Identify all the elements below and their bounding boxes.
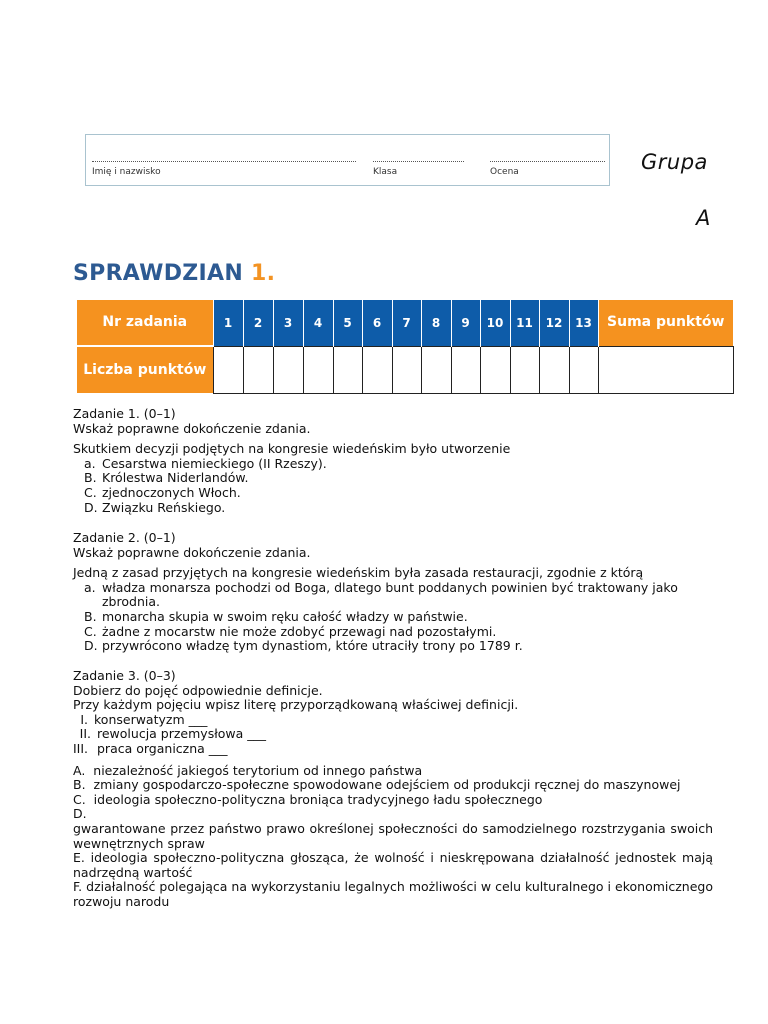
answer-option[interactable]: [73, 486, 713, 501]
definition-text: ideologia społeczno-polityczna broniąca tradycyjnego ładu społecznego: [93, 791, 543, 807]
group-letter: A: [696, 206, 711, 230]
option-letter: B.: [84, 470, 97, 486]
task-instruction: Wskaż poprawne dokończenie zdania.: [73, 420, 311, 436]
option-letter: a.: [84, 579, 96, 595]
answer-option[interactable]: [73, 501, 713, 516]
task-stem: Skutkiem decyzji podjętych na kongresie wiedeńskim było utworzenie: [73, 441, 511, 457]
answer-option[interactable]: [73, 581, 713, 610]
task-number-cell: 3: [273, 300, 303, 346]
option-text: monarcha skupia w swoim ręku całość władzy w państwie.: [102, 608, 468, 624]
task-number-cell: 4: [303, 300, 333, 346]
definition-item: [73, 764, 713, 779]
task-1: [73, 407, 713, 515]
option-text: Cesarstwa niemieckiego (II Rzeszy).: [102, 455, 327, 471]
concept-text: rewolucja przemysłowa ___: [97, 726, 267, 742]
option-text: żadne z mocarstw nie może zdobyć przewagi nad pozostałymi.: [102, 623, 497, 639]
option-text: zjednoczonych Włoch.: [102, 484, 241, 500]
points-cell[interactable]: [480, 346, 510, 393]
answer-option[interactable]: [73, 610, 713, 625]
sum-points-cell[interactable]: [598, 346, 733, 393]
task-instruction: Dobierz do pojęć odpowiednie definicje.: [73, 682, 323, 698]
checkbox-icon: [73, 471, 84, 486]
definition-letter: B.: [73, 777, 86, 793]
definition-item: [73, 793, 713, 808]
definition-letter: E.: [73, 850, 85, 866]
option-text: Związku Reńskiego.: [102, 499, 226, 515]
points-cell[interactable]: [539, 346, 569, 393]
points-cell[interactable]: [303, 346, 333, 393]
class-label: Klasa: [373, 167, 398, 177]
answer-option[interactable]: [73, 625, 713, 640]
task-number-cell: 1: [213, 300, 243, 346]
concept-text: konserwatyzm ___: [94, 711, 208, 727]
task-heading: Zadanie 3. (0–3): [73, 668, 176, 683]
task-number-cell: 9: [451, 300, 480, 346]
checkbox-icon: [73, 457, 84, 472]
definition-list: [73, 764, 713, 910]
score-table: [77, 300, 734, 394]
concept-item[interactable]: [73, 713, 713, 728]
points-cell[interactable]: [362, 346, 392, 393]
checkbox-icon: [73, 581, 84, 610]
class-field[interactable]: [373, 135, 464, 187]
points-cell[interactable]: [243, 346, 273, 393]
points-cell[interactable]: [392, 346, 421, 393]
task-number-cell: 7: [392, 300, 421, 346]
option-letter: a.: [84, 455, 96, 471]
points-cell[interactable]: [569, 346, 598, 393]
points-cell[interactable]: [421, 346, 451, 393]
points-cell[interactable]: [510, 346, 539, 393]
name-field[interactable]: [92, 135, 356, 187]
task-number-cell: 5: [333, 300, 362, 346]
task-heading: Zadanie 2. (0–1): [73, 530, 176, 545]
definition-letter: A.: [73, 762, 86, 778]
option-letter: B.: [84, 608, 97, 624]
name-label: Imię i nazwisko: [92, 167, 161, 177]
task-3: [73, 669, 713, 910]
answer-option[interactable]: [73, 639, 713, 654]
task-number-cell: 6: [362, 300, 392, 346]
checkbox-icon: [73, 486, 84, 501]
grade-field[interactable]: [490, 135, 605, 187]
task-heading: Zadanie 1. (0–1): [73, 406, 176, 421]
definition-text: gwarantowane przez państwo prawo określonej społeczności do samodzielnego rozstrzygania swoich wewnętrznych spraw: [73, 820, 713, 851]
option-letter: D.: [84, 499, 98, 515]
option-text: przywrócono władzę tym dynastiom, które utraciły trony po 1789 r.: [102, 638, 523, 654]
definition-letter: C.: [73, 791, 86, 807]
points-cell[interactable]: [213, 346, 243, 393]
answer-option[interactable]: [73, 457, 713, 472]
option-text: władza monarsza pochodzi od Boga, dlatego bunt poddanych powinien być traktowany jako zbrodnia.: [102, 579, 678, 610]
definition-text: niezależność jakiegoś terytorium od innego państwa: [93, 762, 423, 778]
option-letter: C.: [84, 623, 97, 639]
concept-item[interactable]: [73, 742, 713, 757]
concept-item[interactable]: [73, 727, 713, 742]
definition-text: ideologia społeczno-polityczna głosząca, że wolność i nieskrępowana działalność jednostek mają nadrzędną wartość: [73, 850, 713, 880]
grade-label: Ocena: [490, 167, 519, 177]
definition-letter: F.: [73, 879, 83, 895]
definition-letter-d: D.: [73, 806, 87, 822]
title-prefix: SPRAWDZIAN: [73, 261, 244, 286]
checkbox-icon: [73, 610, 84, 625]
option-letter: C.: [84, 484, 97, 500]
checkbox-icon: [73, 501, 84, 516]
points-cell[interactable]: [451, 346, 480, 393]
task-number-cell: 12: [539, 300, 569, 346]
concept-text: praca organiczna ___: [97, 740, 228, 756]
checkbox-icon: [73, 639, 84, 654]
sum-header: Suma punktów: [598, 300, 733, 346]
task-number-cell: 13: [569, 300, 598, 346]
task-number-cell: 10: [480, 300, 510, 346]
answer-option[interactable]: [73, 471, 713, 486]
task-instruction: Przy każdym pojęciu wpisz literę przyporządkowaną właściwej definicji.: [73, 697, 519, 713]
task-number-cell: 8: [421, 300, 451, 346]
option-letter: D.: [84, 638, 98, 654]
checkbox-icon: [73, 625, 84, 640]
group-label: Grupa: [641, 150, 708, 174]
points-cell[interactable]: [273, 346, 303, 393]
task-number-cell: 2: [243, 300, 273, 346]
task-stem: Jedną z zasad przyjętych na kongresie wiedeńskim była zasada restauracji, zgodnie z którą: [73, 565, 644, 581]
page-title: [73, 261, 275, 286]
definition-item: [73, 851, 713, 880]
definition-item: [73, 880, 713, 909]
points-header: Liczba punktów: [77, 346, 213, 393]
student-info-box: [85, 134, 610, 186]
title-number: 1.: [251, 261, 276, 286]
concept-number: III.: [73, 740, 89, 756]
points-cell[interactable]: [333, 346, 362, 393]
concept-number: I.: [80, 711, 88, 727]
task-instruction: Wskaż poprawne dokończenie zdania.: [73, 544, 311, 560]
concept-number: II.: [79, 726, 91, 742]
definition-item: [73, 778, 713, 793]
task-number-header: Nr zadania: [77, 300, 213, 346]
task-2: [73, 531, 713, 654]
definition-text: zmiany gospodarczo-społeczne spowodowane odejściem od produkcji ręcznej do maszynowej: [93, 777, 681, 793]
definition-text: działalność polegająca na wykorzystaniu legalnych możliwości w celu kulturalnego i ekonomicznego rozwoju narodu: [73, 879, 713, 909]
option-text: Królestwa Niderlandów.: [102, 470, 249, 486]
task-number-cell: 11: [510, 300, 539, 346]
